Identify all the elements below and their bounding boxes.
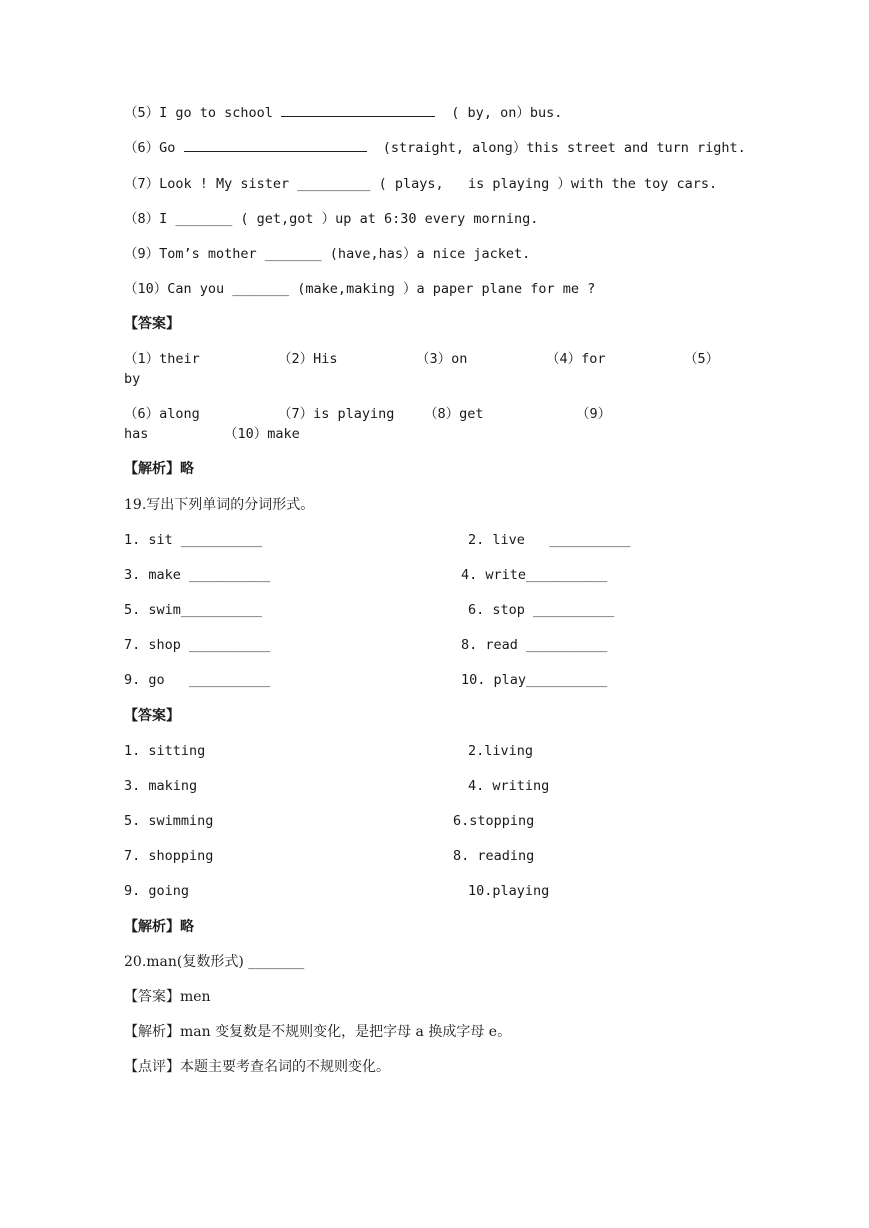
- q19-item-2: 2. live __________: [468, 532, 631, 548]
- q19-item-6: 6. stop __________: [468, 602, 615, 618]
- answer-6: （6）along: [124, 406, 200, 422]
- analysis-20: 【解析】man 变复数是不规则变化，是把字母 a 换成字母 e。: [124, 1024, 512, 1040]
- comment-20: 【点评】本题主要考查名词的不规则变化。: [124, 1059, 390, 1075]
- q19-answer-7: 7. shopping: [124, 848, 214, 864]
- q19-answer-6: 6.stopping: [453, 813, 535, 829]
- answer-1: （1）their: [124, 351, 200, 367]
- analysis-19: 【解析】略: [124, 919, 194, 935]
- answer-10: （10）make: [224, 426, 300, 442]
- q19-item-7: 7. shop __________: [124, 637, 271, 653]
- question-6-pre: （6）Go: [124, 140, 184, 156]
- answer-label: 【答案】: [124, 316, 180, 332]
- analysis-18: [124, 460, 194, 478]
- answer-9-label: （9）: [576, 406, 612, 422]
- q19-answer-8: 8. reading: [453, 848, 535, 864]
- q19-item-5: 5. swim__________: [124, 602, 263, 618]
- question-8: （8）I _______ ( get,got ）up at 6:30 every morning.: [124, 211, 539, 227]
- q19-answer-9: 9. going: [124, 883, 190, 899]
- question-5-pre: （5）I go to school: [124, 105, 282, 121]
- answer-5-label: （5）: [684, 351, 720, 367]
- answer-7: （7）is playing: [278, 406, 395, 422]
- q19-item-4: 4. write__________: [461, 567, 608, 583]
- q19-item-3: 3. make __________: [124, 567, 271, 583]
- question-10: （10）Can you _______ (make,making ）a paper plane for me ?: [124, 281, 596, 297]
- q19-answer-3: 3. making: [124, 778, 198, 794]
- answer-4: （4）for: [546, 351, 606, 367]
- q19-answer-2: 2.living: [468, 743, 534, 759]
- question-20: 20.man(复数形式) ________: [124, 954, 305, 970]
- question-6-post: (straight, along）this street and turn right.: [366, 140, 746, 156]
- question-5-post: ( by, on）bus.: [435, 105, 563, 121]
- question-6: [124, 139, 746, 157]
- q19-item-9: 9. go __________: [124, 672, 271, 688]
- answer-9-value: has: [124, 426, 149, 442]
- answer-20: 【答案】men: [124, 989, 211, 1005]
- question-9: （9）Tom’s mother _______ (have,has）a nice jacket.: [124, 246, 531, 262]
- question-5: [124, 104, 562, 122]
- answer-5-value: by: [124, 371, 141, 387]
- analysis-text: 【解析】略: [124, 461, 194, 477]
- answer-label: 【答案】: [124, 708, 180, 724]
- answer-2: （2）His: [278, 351, 338, 367]
- answer-blank: [184, 139, 367, 152]
- q19-answer-10: 10.playing: [468, 883, 550, 899]
- q19-item-1: 1. sit __________: [124, 532, 263, 548]
- q19-item-8: 8. read __________: [461, 637, 608, 653]
- q19-item-10: 10. play__________: [461, 672, 608, 688]
- answer-blank: [281, 104, 435, 117]
- answer-3: （3）on: [416, 351, 468, 367]
- q19-answer-1: 1. sitting: [124, 743, 206, 759]
- question-19-title: 19.写出下列单词的分词形式。: [124, 497, 315, 513]
- answer-8: （8）get: [424, 406, 484, 422]
- question-7: （7）Look ! My sister _________ ( plays, is playing ）with the toy cars.: [124, 176, 718, 192]
- q19-answer-4: 4. writing: [468, 778, 550, 794]
- q19-answer-5: 5. swimming: [124, 813, 214, 829]
